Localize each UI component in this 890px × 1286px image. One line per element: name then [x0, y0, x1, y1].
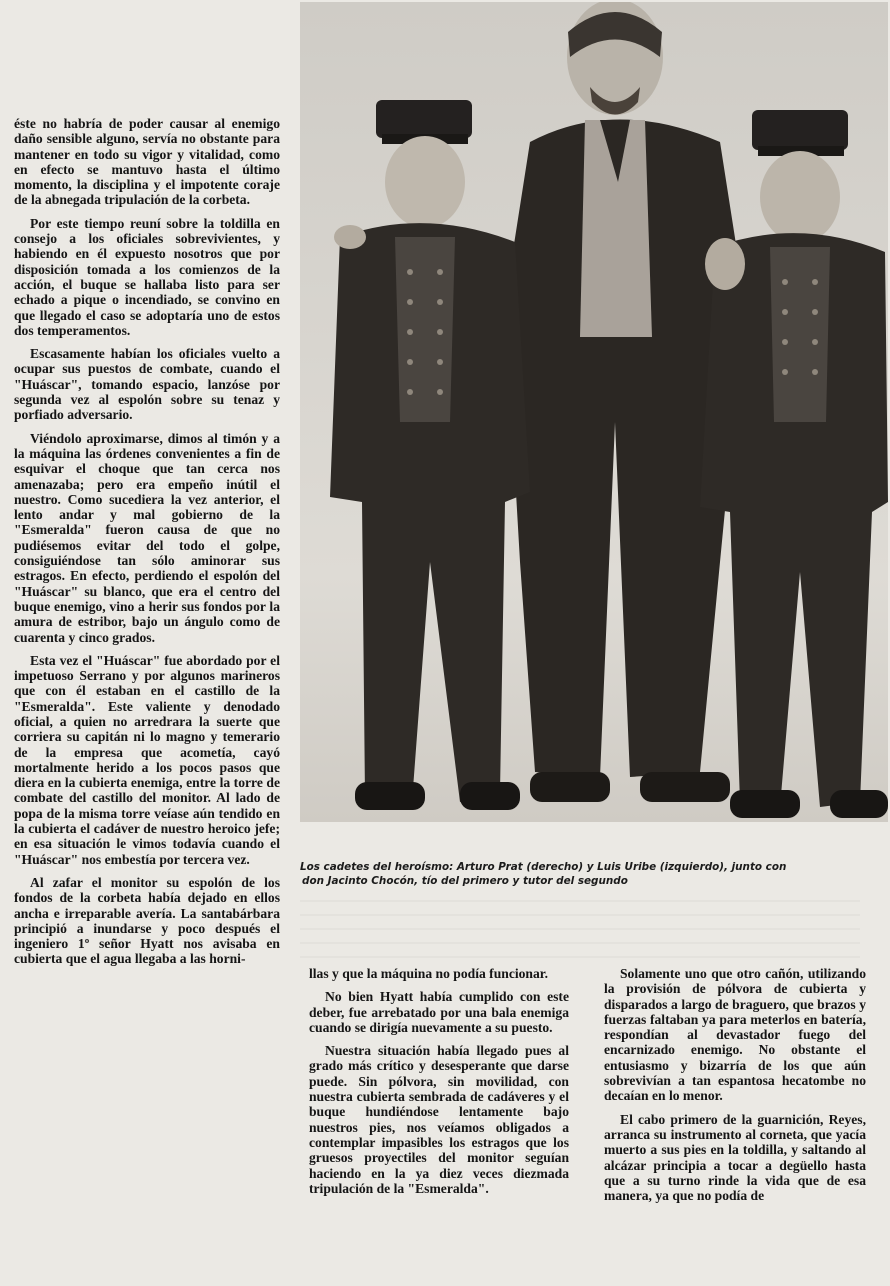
paragraph: Por este tiempo reuní sobre la toldilla en consejo a los oficiales sobrevivientes, y habiendo en él expuesto nosotros que por disposición tomada a los comienzos de la acción, el buque se hallaba listo para ser echado a pique o incendiado, se convino en que llegado el caso se adoptaría uno de estos dos temperamentos.: [14, 215, 280, 338]
paragraph: éste no habría de poder causar al enemigo daño sensible alguno, servía no obstante para mantener en todo su vigor y vitalidad, como en efecto se mantuvo hasta el último momento, la disciplina y el impotente coraje de la abnegada tripulación de la corbeta.: [14, 116, 280, 208]
caption-line-2: don Jacinto Chocón, tío del primero y tutor del segundo: [302, 875, 628, 887]
caption-line-1: Los cadetes del heroísmo: Arturo Prat (derecho) y Luis Uribe (izquierdo), junto con: [300, 861, 787, 873]
paragraph: llas y que la máquina no podía funcionar.: [309, 966, 548, 981]
article-column-left: [14, 116, 280, 975]
paragraph: Solamente uno que otro cañón, utilizando la provisión de pólvora de cubierta y disparados a largo de braguero, que brazos y fuerzas faltaban ya para meterlos en batería, respondían al devastador fuego del encarnizado enemigo. No obstante el entusiasmo y bizarría de los que aún sobrevivían a tan espantosa hecatombe no decaían en lo menor.: [604, 966, 866, 1104]
paragraph: Viéndolo aproximarse, dimos al timón y a la máquina las órdenes convenientes a fin de esquivar el choque que tan cerca nos amenazaba; pero era empeño inútil el nuestro. Como sucediera la vez anterior, el lento andar y mal gobierno de la "Esmeralda" fueron causa de que no pudiésemos evitar del todo el golpe, consiguiéndose tan sólo aminorar sus estragos. En efecto, perdiendo el espolón del "Huáscar" su blanco, que era el centro del buque enemigo, vino a herir sus fondos por la amura de estribor, bajo un ángulo como de cuarenta y cinco grados.: [14, 430, 280, 645]
paragraph: Escasamente habían los oficiales vuelto a ocupar sus puestos de combate, cuando el "Huáscar", tomando espacio, lanzóse por segunda vez al espolón sobre su tenaz y porfiado adversario.: [14, 346, 280, 423]
photo-illustration: [300, 2, 888, 822]
article-column-right: [604, 966, 866, 1211]
paragraph: Nuestra situación había llegado pues al grado más crítico y desesperante que darse puede. Sin pólvora, sin movilidad, con nuestra cubierta sembrada de cadáveres y el buque hundiéndose lentamente bajo nuestros pies, nos veíamos obligados a contemplar impasibles los estragos que los gruesos proyectiles del monitor seguían haciendo en la ya diez veces diezmada tripulación de la "Esmeralda".: [309, 1043, 569, 1196]
historical-photo: [300, 2, 888, 822]
paragraph: El cabo primero de la guarnición, Reyes, arranca su instrumento al corneta, que yacía muerto a sus pies en la toldilla, y saltando al alcázar principia a tocar a degüello hasta que a su turno rinde la vida que de esa manera, ya que no podía de: [604, 1111, 866, 1204]
paragraph: Al zafar el monitor su espolón de los fondos de la corbeta había dejado en ellos ancha e irreparable avería. La santabárbara principió a inundarse y poco después el ingeniero 1º señor Hyatt nos avisaba en cubierta que el agua llegaba a las horni-: [14, 874, 280, 967]
paragraph: No bien Hyatt había cumplido con este deber, fue arrebatado por una bala enemiga cuando se dirigía nuevamente a su puesto.: [309, 989, 569, 1035]
article-column-middle: [309, 966, 569, 1204]
paragraph: Esta vez el "Huáscar" fue abordado por el impetuoso Serrano y por algunos marineros que con él estaban en el castillo de la "Esmeralda". Este valiente y denodado oficial, a quien no arredrara la suerte que corriera su capitán ni lo magno y temerario de la empresa que acometía, cayó mortalmente herido a los pocos pasos que diera en la cubierta enemiga, entre la torre de combate del castillo del monitor. Al lado de popa de la misma torre veíase aún tendido en la cubierta el cadáver de nuestro heroico jefe; en esa situación le vimos todavía cuando el "Huáscar" nos embestía por tercera vez.: [14, 652, 280, 867]
photo-caption: [300, 860, 860, 888]
bleed-through-texture: [300, 900, 860, 960]
